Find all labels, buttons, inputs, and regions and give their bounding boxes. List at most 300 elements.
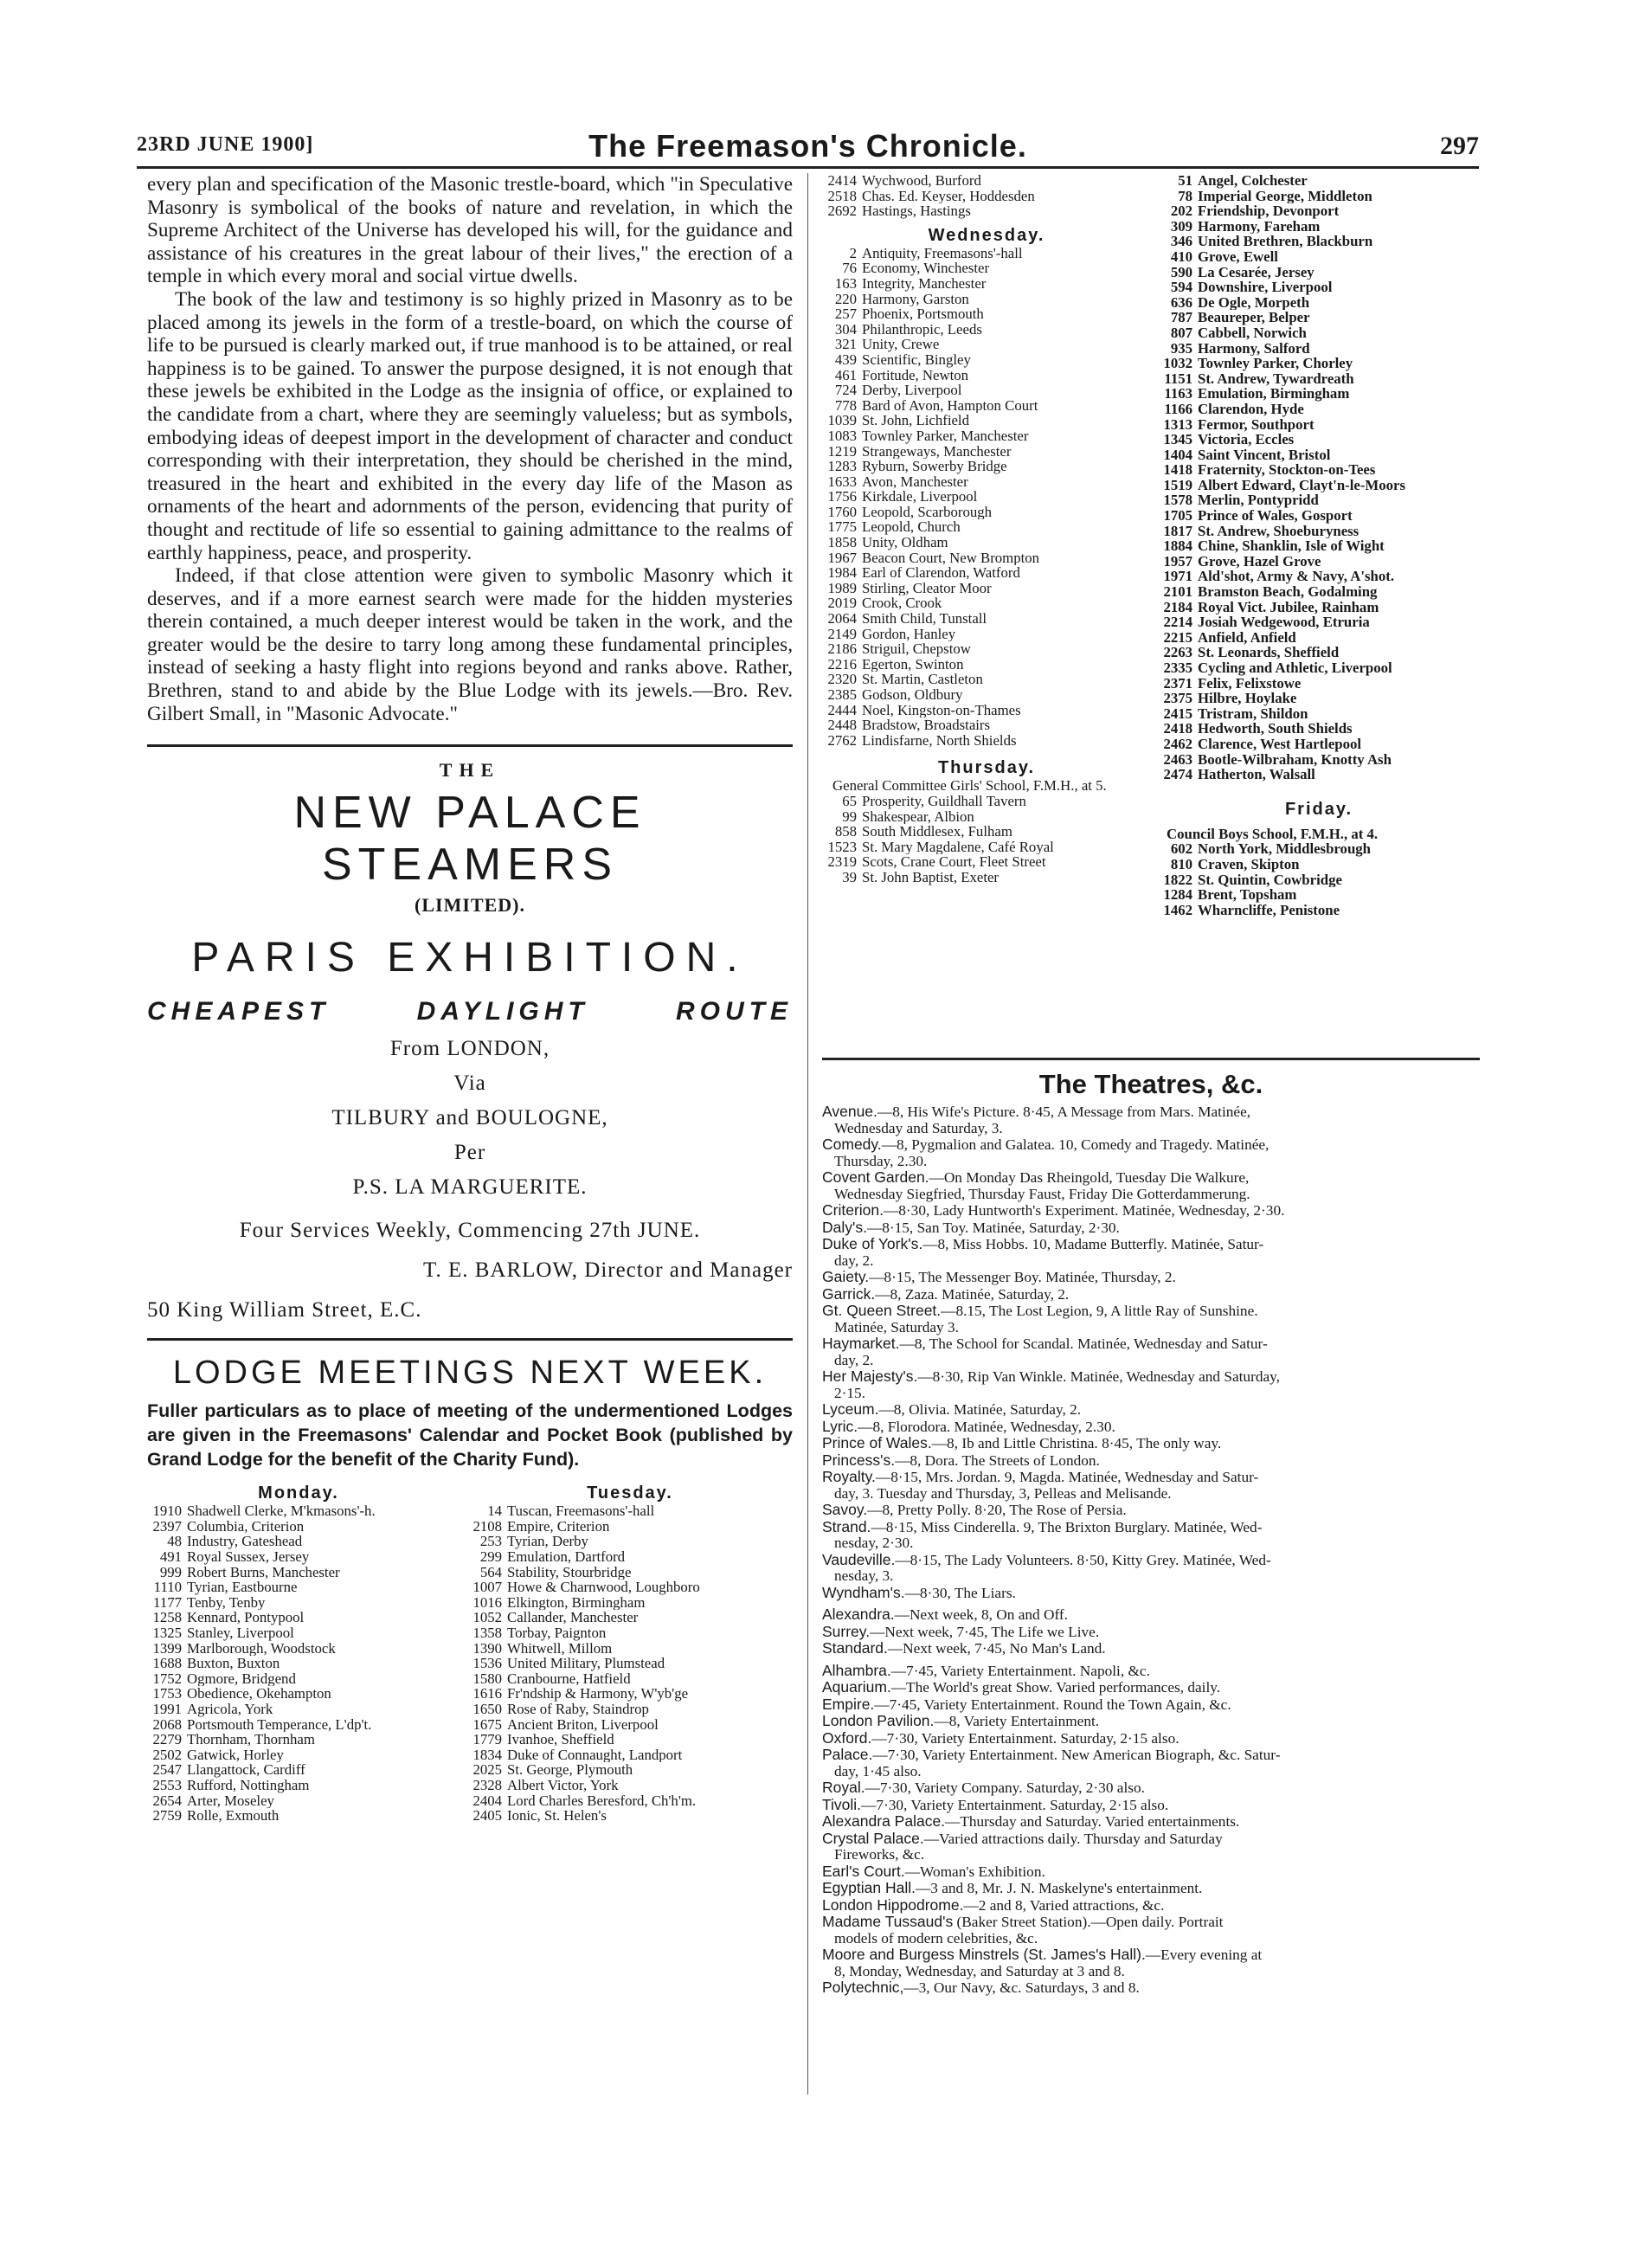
lodge-number: 2108	[472, 1518, 502, 1535]
thursday-lodge-list	[822, 794, 1151, 885]
lodge-name: St. George, Plymouth	[507, 1762, 633, 1778]
lodge-number: 321	[834, 337, 857, 352]
lodge-entry	[822, 840, 1151, 855]
theatre-programme: —8, The School for Scandal. Matinée, Wednesday and Satur-	[899, 1335, 1268, 1352]
lodge-name: Empire, Criterion	[507, 1518, 610, 1535]
lodge-lists-mon-tue	[147, 1483, 793, 1856]
lodge-entry	[467, 1686, 793, 1702]
lodge-entry	[147, 1503, 450, 1519]
lodge-number: 1580	[472, 1670, 502, 1687]
lodge-name: Grove, Hazel Grove	[1198, 553, 1321, 570]
lodge-number: 810	[1170, 856, 1192, 872]
theatre-programme: —3 and 8, Mr. J. N. Maskelyne's entertainment.	[915, 1880, 1203, 1896]
theatre-programme-cont: day, 2.	[834, 1252, 874, 1269]
lodge-number: 461	[834, 367, 857, 383]
lodge-entry	[147, 1762, 450, 1778]
lodge-entry	[822, 292, 1151, 307]
lodge-name: Phoenix, Portsmouth	[862, 306, 984, 322]
lodge-number: 1523	[827, 839, 857, 855]
theatre-programme-cont: Wednesday and Saturday, 3.	[834, 1119, 1003, 1136]
lodge-entry	[822, 794, 1151, 809]
lodge-number: 1779	[472, 1732, 502, 1747]
lodge-entry	[1158, 767, 1480, 782]
lodge-name: Wychwood, Burford	[862, 173, 981, 189]
lodge-entry	[1158, 691, 1480, 706]
lodge-number: 1858	[827, 535, 857, 550]
lodge-name: United Brethren, Blackburn	[1198, 234, 1373, 249]
theatre-programme-cont: Thursday, 2.30.	[834, 1152, 928, 1169]
lodge-entry	[147, 1686, 450, 1702]
theatre-venue: Strand.	[822, 1517, 871, 1535]
theatre-entry	[822, 1897, 1480, 1915]
lodge-name: Townley Parker, Chorley	[1198, 356, 1353, 371]
theatre-venue: Lyceum.	[822, 1400, 879, 1418]
lodge-number: 2216	[827, 656, 857, 673]
lodge-number: 2064	[827, 611, 857, 627]
lodge-name: Integrity, Manchester	[862, 275, 987, 292]
lodge-entry	[1158, 872, 1480, 888]
lodge-number: 2375	[1163, 691, 1192, 706]
lodge-name: Albert Victor, York	[507, 1777, 619, 1793]
lodge-number: 1705	[1163, 508, 1192, 524]
theatre-programme: —Thursday and Saturday. Varied entertainments.	[945, 1813, 1240, 1830]
lodge-name: Brent, Topsham	[1198, 887, 1297, 903]
lodge-name: Torbay, Paignton	[507, 1625, 607, 1641]
lodge-entry	[467, 1702, 793, 1717]
lodge-number: 999	[159, 1564, 182, 1580]
lodge-entry	[822, 733, 1151, 749]
page-number: 297	[1440, 132, 1479, 160]
lodge-number: 2397	[152, 1518, 182, 1535]
lodge-number: 1616	[472, 1686, 502, 1702]
lodge-number: 65	[842, 793, 857, 809]
lodge-name: North York, Middlesbrough	[1198, 841, 1372, 857]
lodge-name: Kennard, Pontypool	[187, 1610, 305, 1625]
theatre-entry	[822, 1696, 1480, 1714]
lodge-number: 2404	[472, 1792, 502, 1809]
lodge-name: Shakespear, Albion	[862, 808, 974, 825]
theatre-entry	[822, 1831, 1480, 1863]
lodge-entry	[822, 489, 1151, 505]
lodge-number: 1633	[827, 473, 857, 490]
theatre-programme: —8, Variety Entertainment.	[934, 1713, 1100, 1729]
lodge-name: Agricola, York	[187, 1701, 273, 1717]
theatre-venue: Surrey.	[822, 1622, 871, 1640]
lodge-name: Kirkdale, Liverpool	[862, 489, 978, 505]
theatre-venue: Princess's.	[822, 1451, 896, 1469]
lodge-entry	[1158, 841, 1480, 857]
lodge-entry	[1158, 600, 1480, 615]
lodge-number: 2184	[1163, 599, 1192, 615]
lodge-entry	[822, 718, 1151, 733]
lodge-number: 2335	[1163, 660, 1192, 676]
lodge-number: 2448	[827, 718, 857, 733]
lodge-name: Imperial George, Middleton	[1198, 188, 1372, 204]
lodge-entry	[1158, 280, 1480, 295]
lodge-name: La Cesarée, Jersey	[1198, 264, 1315, 280]
lodge-number: 1016	[472, 1594, 502, 1611]
theatre-venue: Wyndham's.	[822, 1583, 905, 1601]
lodge-name: Josiah Wedgewood, Etruria	[1198, 615, 1370, 630]
lodge-number: 778	[834, 397, 857, 414]
theatre-venue: Vaudeville.	[822, 1550, 896, 1568]
theatre-venue: Prince of Wales.	[822, 1434, 932, 1451]
theatre-venue: Oxford.	[822, 1728, 872, 1747]
theatre-entry	[822, 1713, 1480, 1730]
lodge-entry	[467, 1580, 793, 1595]
theatre-venue: Crystal Palace.	[822, 1829, 924, 1847]
lodge-entry	[1158, 524, 1480, 539]
theatre-venue: Alhambra.	[822, 1661, 891, 1679]
lodge-entry	[147, 1641, 450, 1657]
lodge-name: Godson, Oldbury	[862, 687, 963, 703]
lodge-name: Anfield, Anfield	[1198, 629, 1296, 646]
lodge-number: 163	[834, 275, 857, 292]
lodge-entry	[822, 173, 1151, 189]
lodge-entry	[822, 352, 1151, 368]
lodge-entry	[147, 1702, 450, 1717]
theatre-programme-cont: day, 2.	[834, 1351, 874, 1368]
lodge-number: 202	[1170, 203, 1192, 219]
lodge-number: 99	[842, 808, 857, 825]
lodge-entry	[1158, 492, 1480, 508]
lodge-entry	[1158, 615, 1480, 630]
column-divider	[807, 173, 808, 2095]
lodge-name: Chas. Ed. Keyser, Hoddesden	[862, 188, 1035, 204]
theatre-venue: Royal.	[822, 1779, 865, 1796]
lodge-name: Royal Vict. Jubilee, Rainham	[1198, 599, 1379, 615]
lodge-entry	[1158, 903, 1480, 918]
lodge-number: 636	[1170, 294, 1192, 311]
lodge-name: United Military, Plumstead	[507, 1656, 665, 1671]
theatre-entry	[822, 1914, 1480, 1947]
lodge-number: 220	[834, 291, 857, 307]
lodge-entry	[1158, 265, 1480, 280]
lodge-name: Prosperity, Guildhall Tavern	[862, 793, 1026, 809]
lodge-number: 858	[834, 824, 857, 840]
theatre-venue: Standard.	[822, 1639, 888, 1657]
lodge-name: Philanthropic, Leeds	[862, 321, 982, 338]
theatre-entry	[822, 1813, 1480, 1831]
lodge-number: 1675	[472, 1716, 502, 1733]
lodge-number: 724	[834, 383, 857, 398]
lodge-name: Buxton, Buxton	[187, 1656, 280, 1671]
lodge-entry	[467, 1549, 793, 1565]
theatre-entry	[822, 1202, 1480, 1220]
advert-the: THE	[439, 759, 501, 782]
theatre-programme: —8, Miss Hobbs. 10, Madame Butterfly. Matinée, Satur-	[922, 1236, 1264, 1252]
lodge-name: St. John Baptist, Exeter	[862, 869, 1000, 885]
lodge-entry	[822, 535, 1151, 550]
lodge-name: Harmony, Salford	[1198, 340, 1310, 357]
lodge-number: 1650	[472, 1701, 502, 1717]
theatre-programme: —8, Pygmalion and Galatea. 10, Comedy and Tragedy. Matinée,	[881, 1136, 1270, 1153]
lodge-number: 2759	[152, 1808, 182, 1824]
theatre-programme: —8, Pretty Polly. 8·20, The Rose of Persia.	[867, 1502, 1127, 1518]
lodge-entry	[1158, 234, 1480, 249]
theatre-venue: Daly's.	[822, 1218, 867, 1236]
lodge-name: Bootle-Wilbraham, Knotty Ash	[1198, 751, 1392, 768]
lodge-number: 1817	[1163, 523, 1192, 539]
wed-thu-column	[822, 173, 1151, 885]
theatre-entry	[822, 1640, 1480, 1657]
theatre-venue: Gaiety.	[822, 1268, 870, 1285]
theatre-venue: Alexandra Palace.	[822, 1812, 946, 1830]
theatre-entry	[822, 1585, 1480, 1602]
lodge-name: Beacon Court, New Brompton	[862, 550, 1040, 566]
page-header	[137, 128, 1479, 166]
lodge-entry	[1158, 295, 1480, 311]
lodge-name: St. Mary Magdalene, Café Royal	[862, 839, 1054, 855]
lodge-number: 2405	[472, 1808, 502, 1824]
lodge-entry	[1158, 752, 1480, 768]
lodge-number: 1462	[1163, 902, 1192, 918]
lodge-number: 410	[1170, 248, 1192, 265]
lodge-name: Saint Vincent, Bristol	[1198, 447, 1331, 463]
lodge-entry	[822, 246, 1151, 261]
theatre-venue: Comedy.	[822, 1136, 882, 1153]
lodge-entry	[467, 1534, 793, 1549]
tuesday-lodge-list	[467, 1503, 793, 1823]
lodge-entry	[1158, 721, 1480, 737]
theatre-entry	[822, 1236, 1480, 1269]
lodge-number: 2320	[827, 672, 857, 687]
lodge-name: Leopold, Scarborough	[862, 504, 993, 520]
lodge-entry	[1158, 173, 1480, 189]
lodge-name: Tuscan, Freemasons'-hall	[507, 1503, 655, 1519]
lodge-entry	[1158, 706, 1480, 722]
lodge-name: Downshire, Liverpool	[1198, 280, 1333, 295]
lodge-entry	[467, 1793, 793, 1809]
theatre-entry	[822, 1519, 1480, 1552]
lodge-entry	[1158, 660, 1480, 676]
lodge-entry	[1158, 402, 1480, 417]
lodge-name: Harmony, Garston	[862, 291, 969, 307]
lodge-entry	[822, 565, 1151, 581]
lodge-name: Noel, Kingston-on-Thames	[862, 702, 1021, 718]
lodge-entry	[467, 1762, 793, 1778]
lodge-number: 1418	[1163, 462, 1192, 478]
lodge-name: Tyrian, Eastbourne	[187, 1580, 298, 1595]
lodge-number: 1052	[472, 1610, 502, 1625]
lodge-entry	[147, 1717, 450, 1733]
theatre-entry	[822, 1880, 1480, 1897]
monday-lodge-list	[147, 1503, 450, 1823]
lodge-number: 2762	[827, 732, 857, 749]
lodge-entry	[147, 1519, 450, 1535]
theatre-programme-cont: nesday, 2·30.	[834, 1535, 914, 1551]
lodge-entry	[822, 383, 1151, 398]
lodge-name: Derby, Liverpool	[862, 383, 962, 398]
theatre-venue: Royalty.	[822, 1468, 876, 1485]
masthead-title: The Freemason's Chronicle.	[588, 128, 1027, 164]
lodge-name: Arter, Moseley	[187, 1792, 274, 1809]
lodge-number: 1967	[827, 550, 857, 566]
lodge-entry	[147, 1595, 450, 1611]
lodge-name: Bradstow, Broadstairs	[862, 718, 991, 733]
theatre-entry	[822, 1269, 1480, 1286]
theatre-programme-cont: Matinée, Saturday 3.	[834, 1318, 959, 1335]
lodge-number: 1688	[152, 1656, 182, 1671]
lodge-number: 594	[1170, 280, 1192, 295]
article-paragraph: every plan and specification of the Masonic trestle-board, which "in Speculative Masonry is symbolical of the books of nature and revelation, in which the Supreme Architect of the Universe has developed his will, for the guidance and assistance of his creatures in the great labour of their lives," the erection of a temple in which every moral and social virtue dwells.	[147, 173, 793, 288]
lodge-number: 253	[479, 1534, 502, 1550]
lodge-name: Callander, Manchester	[507, 1610, 639, 1625]
lodge-number: 590	[1170, 264, 1192, 280]
theatre-programme: —8, Zaza. Matinée, Saturday, 2.	[875, 1285, 1070, 1303]
theatre-programme: —Next week, 8, On and Off.	[894, 1606, 1068, 1623]
lodge-name: Ryburn, Sowerby Bridge	[862, 459, 1007, 474]
day-heading: Tuesday.	[587, 1483, 673, 1503]
lodge-entry	[1158, 432, 1480, 447]
theatre-programme: —2 and 8, Varied attractions, &c.	[963, 1896, 1165, 1914]
lodge-entry	[467, 1641, 793, 1657]
theatre-venue: Savoy.	[822, 1501, 868, 1518]
lodge-entry	[1158, 538, 1480, 554]
theatre-programme: —8, Florodora. Matinée, Wednesday, 2.30.	[858, 1418, 1115, 1435]
theatre-entry	[822, 1286, 1480, 1303]
lodge-number: 1166	[1164, 401, 1192, 417]
lodge-number: 309	[1170, 218, 1192, 235]
lodge-name: Tenby, Tenby	[187, 1594, 266, 1611]
lodge-name: Hastings, Hastings	[862, 203, 971, 219]
lodge-entry	[147, 1656, 450, 1671]
lodge-number: 1884	[1163, 538, 1192, 554]
lodge-entry	[1158, 417, 1480, 433]
lodge-name: Columbia, Criterion	[187, 1518, 305, 1535]
lodge-name: Rolle, Exmouth	[187, 1808, 280, 1824]
lodge-name: Grove, Ewell	[1198, 248, 1278, 265]
lodge-name: Thornham, Thornham	[187, 1732, 315, 1747]
day-heading: Thursday.	[937, 758, 1036, 778]
lodge-name: Crook, Crook	[862, 595, 942, 612]
lodge-number: 1984	[827, 565, 857, 581]
theatre-venue: Gt. Queen Street.	[822, 1302, 942, 1319]
left-column	[147, 173, 793, 1856]
lodge-name: Royal Sussex, Jersey	[187, 1549, 310, 1565]
lodge-entry	[822, 687, 1151, 703]
lodge-number: 1151	[1164, 370, 1192, 387]
theatre-venue: Alexandra.	[822, 1606, 895, 1623]
theatre-venue: Egyptian Hall.	[822, 1879, 916, 1896]
lodge-number: 2547	[152, 1762, 182, 1778]
lodge-number: 2463	[1163, 751, 1192, 768]
lodge-number: 1404	[1163, 447, 1192, 463]
theatre-programme-cont: day, 1·45 also.	[834, 1762, 922, 1779]
advert-address: 50 King William Street, E.C.	[147, 1298, 422, 1323]
lodge-number: 2328	[472, 1777, 502, 1793]
lodge-name: Ald'shot, Army & Navy, A'shot.	[1198, 569, 1395, 585]
theatre-programme: —8·30, Rip Van Winkle. Matinée, Wednesday and Saturday,	[917, 1368, 1280, 1385]
theatre-programme: —7·30, Variety Entertainment. Saturday, 2·15 also.	[871, 1729, 1180, 1747]
lodge-number: 51	[1178, 173, 1192, 189]
theatre-venue: Haymarket.	[822, 1335, 900, 1352]
lodge-entry	[147, 1625, 450, 1641]
lodge-entry	[1158, 371, 1480, 387]
lodge-number: 14	[487, 1503, 502, 1519]
lodge-name: Earl of Clarendon, Watford	[862, 565, 1020, 581]
advert-company: NEW PALACE STEAMERS	[293, 788, 646, 891]
lodge-entry	[147, 1549, 450, 1565]
lodge-name: Gordon, Hanley	[862, 626, 956, 642]
header-rule	[137, 166, 1479, 169]
lodge-name: Merlin, Pontypridd	[1198, 492, 1319, 509]
steamer-advert	[147, 759, 793, 1323]
lodge-entry	[147, 1610, 450, 1625]
lodge-name: St. Andrew, Shoeburyness	[1198, 523, 1360, 539]
lodge-entry	[147, 1534, 450, 1549]
thursday-note: General Committee Girls' School, F.M.H., at 5.	[832, 777, 1107, 795]
lodge-name: Economy, Winchester	[862, 261, 990, 276]
lodge-number: 1753	[152, 1686, 182, 1702]
theatre-entry	[822, 1979, 1480, 1997]
theatre-programme: —Next week, 7·45, No Man's Land.	[887, 1640, 1106, 1657]
lodge-number: 1177	[153, 1594, 182, 1611]
lodge-entry	[467, 1503, 793, 1519]
theatre-entry	[822, 1452, 1480, 1470]
lodge-name: Lord Charles Beresford, Ch'h'm.	[507, 1792, 697, 1809]
theatre-programme: —8, Ib and Little Christina. 8·45, The only way.	[931, 1435, 1222, 1451]
lodge-name: Striguil, Chepstow	[862, 641, 971, 657]
lodge-number: 1110	[153, 1580, 182, 1595]
lodge-name: Beaureper, Belper	[1198, 310, 1310, 325]
lodge-meetings-intro: Fuller particulars as to place of meeting of the undermentioned Lodges are given in the Freemasons' Calendar and Pocket Book (published by Grand Lodge for the benefit of the Charity Fund).	[147, 1400, 793, 1471]
lodge-entry	[822, 398, 1151, 414]
lodge-name: De Ogle, Morpeth	[1198, 294, 1310, 311]
lodge-number: 935	[1170, 340, 1192, 357]
theatre-entry	[822, 1797, 1480, 1814]
theatre-entry	[822, 1169, 1480, 1202]
theatre-programme: —Every evening at	[1145, 1947, 1263, 1963]
lodge-number: 1284	[1163, 887, 1192, 903]
theatre-entry	[822, 1779, 1480, 1797]
advert-services: Four Services Weekly, Commencing 27th JUNE.	[239, 1219, 701, 1243]
day-heading: Wednesday.	[928, 225, 1045, 245]
theatre-programme: —8·15, Miss Cinderella. 9, The Brixton Burglary. Matinée, Wed-	[871, 1518, 1263, 1535]
lodge-number: 2553	[152, 1777, 182, 1793]
article-paragraph: Indeed, if that close attention were given to symbolic Masonry which it deserves, and if a more earnest search were made for the hidden mysteries therein contained, a much deeper interest would be taken in the work, and the greater would be the desire to tarry long among these fundamental principles, instead of seeking a hasty flight into regions beyond and ranks above. Rather, Brethren, stand to and abide by the Blue Lodge with its jewels.—Bro. Rev. Gilbert Small, in "Masonic Advocate."	[147, 564, 793, 725]
lodge-number: 1345	[1163, 432, 1192, 447]
friday-lodge-list	[1158, 841, 1480, 917]
lodge-entry	[822, 428, 1151, 444]
lodge-number: 2692	[827, 203, 857, 219]
lodge-name: Leopold, Church	[862, 519, 961, 536]
lodge-number: 48	[167, 1534, 182, 1550]
lodge-number: 1822	[1163, 872, 1192, 888]
theatre-programme: —8·15, The Lady Volunteers. 8·50, Kitty Grey. Matinée, Wed-	[895, 1551, 1271, 1568]
lodge-name: Prince of Wales, Gosport	[1198, 508, 1353, 524]
lodge-number: 1957	[1163, 553, 1192, 570]
lodge-entry	[1158, 569, 1480, 584]
route-word: DAYLIGHT	[416, 997, 589, 1026]
lodge-entry	[822, 413, 1151, 428]
lodge-name: Scots, Crane Court, Fleet Street	[862, 854, 1046, 870]
lodge-number: 1989	[827, 580, 857, 596]
lodge-name: Stability, Stourbridge	[507, 1564, 632, 1580]
lodge-entry	[822, 474, 1151, 490]
route-word: CHEAPEST	[147, 997, 331, 1026]
lodge-number: 1399	[152, 1640, 182, 1657]
lodge-name: Smith Child, Tunstall	[862, 611, 987, 627]
lodge-name: Hilbre, Hoylake	[1198, 691, 1297, 706]
lodge-entry	[822, 337, 1151, 352]
lodge-entry	[1158, 478, 1480, 493]
theatre-programme: —7·30, Variety Company. Saturday, 2·30 also.	[865, 1779, 1145, 1796]
lodge-name: Unity, Crewe	[862, 337, 940, 352]
lodge-entry	[1158, 857, 1480, 872]
lodge-number: 39	[842, 869, 857, 885]
theatre-programme: —Next week, 7·45, The Life we Live.	[870, 1623, 1100, 1640]
